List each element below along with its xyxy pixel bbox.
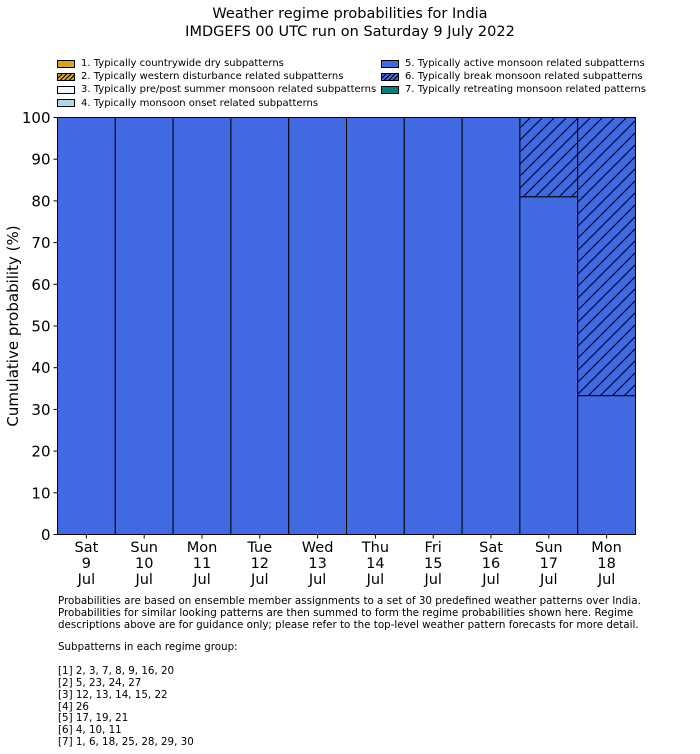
y-tick-label: 80 — [31, 192, 51, 211]
x-tick-label: Mon 11 Jul — [186, 540, 218, 588]
legend-label: 3. Typically pre/post summer monsoon related subpatterns — [81, 84, 377, 96]
x-tick-label: Tue 12 Jul — [247, 540, 273, 588]
bar-segment-break-monsoon — [578, 118, 636, 396]
subpatterns-section — [58, 642, 238, 749]
bar-segment-active-monsoon — [173, 118, 231, 535]
y-tick-label: 90 — [31, 150, 51, 169]
legend-label: 6. Typically break monsoon related subpatterns — [405, 71, 643, 83]
bar-segment-active-monsoon — [347, 118, 405, 535]
x-tick-label: Thu 14 Jul — [361, 540, 390, 588]
subpattern-item: [7] 1, 6, 18, 25, 28, 29, 30 — [58, 736, 194, 749]
x-tick-label: Sat 9 Jul — [74, 540, 99, 588]
y-tick-label: 70 — [31, 234, 51, 253]
x-tick-label: Sat 16 Jul — [479, 540, 503, 588]
subpatterns-heading: Subpatterns in each regime group: — [58, 641, 238, 653]
bar-segment-active-monsoon — [404, 118, 462, 535]
x-tick-label: Sun 10 Jul — [130, 540, 158, 588]
y-axis-label: Cumulative probability (%) — [4, 225, 22, 427]
y-tick-label: 40 — [31, 359, 51, 378]
y-tick-label: 100 — [21, 109, 51, 127]
legend-label: 4. Typically monsoon onset related subpatterns — [81, 97, 319, 109]
bar-segment-active-monsoon — [578, 396, 636, 535]
x-tick-label: Fri 15 Jul — [423, 540, 443, 588]
y-tick-label: 20 — [31, 442, 51, 461]
y-tick-label: 30 — [31, 400, 51, 419]
bar-segment-active-monsoon — [58, 118, 116, 535]
chart-title-line-2: IMDGEFS 00 UTC run on Saturday 9 July 2022 — [185, 24, 515, 40]
y-tick-label: 0 — [40, 526, 51, 544]
notes-paragraph: Probabilities are based on ensemble member assignments to a set of 30 predefined weather patterns over India. Probabilities for similar looking patterns are then summed to form the regime probabilities shown here. Regime descriptions above are for guidance only; please refer to the top-level weather pattern forecasts for more detail. — [58, 595, 641, 631]
legend-label: 1. Typically countrywide dry subpatterns — [81, 58, 284, 69]
subpattern-item: [1] 2, 3, 7, 8, 9, 16, 20 — [58, 664, 175, 677]
subpatterns-list — [58, 666, 238, 749]
bar-segment-active-monsoon — [231, 118, 289, 535]
x-tick-label: Mon 18 Jul — [591, 540, 622, 588]
subpattern-item: [2] 5, 23, 24, 27 — [58, 676, 142, 689]
subpattern-item: [6] 4, 10, 11 — [58, 724, 122, 737]
x-tick-label: Sun 17 Jul — [535, 540, 563, 588]
y-tick-label: 60 — [31, 275, 51, 294]
subpattern-item: [5] 17, 19, 21 — [58, 712, 129, 725]
legend-label: 2. Typically western disturbance related subpatterns — [81, 71, 344, 83]
legend-label: 7. Typically retreating monsoon related patterns — [405, 84, 646, 96]
y-tick-label: 50 — [31, 317, 51, 336]
bar-segment-active-monsoon — [462, 118, 520, 535]
bar-segment-active-monsoon — [520, 197, 578, 535]
subpattern-item: [3] 12, 13, 14, 15, 22 — [58, 688, 168, 701]
subpattern-item: [4] 26 — [58, 700, 89, 713]
x-tick-label: Wed 13 Jul — [301, 540, 334, 588]
bar-segment-active-monsoon — [115, 118, 173, 535]
y-tick-label: 10 — [31, 484, 51, 503]
bar-segment-active-monsoon — [289, 118, 347, 535]
legend-label: 5. Typically active monsoon related subpatterns — [405, 58, 645, 69]
chart-title-line-1: Weather regime probabilities for India — [212, 6, 488, 22]
bar-segment-break-monsoon — [520, 118, 578, 197]
